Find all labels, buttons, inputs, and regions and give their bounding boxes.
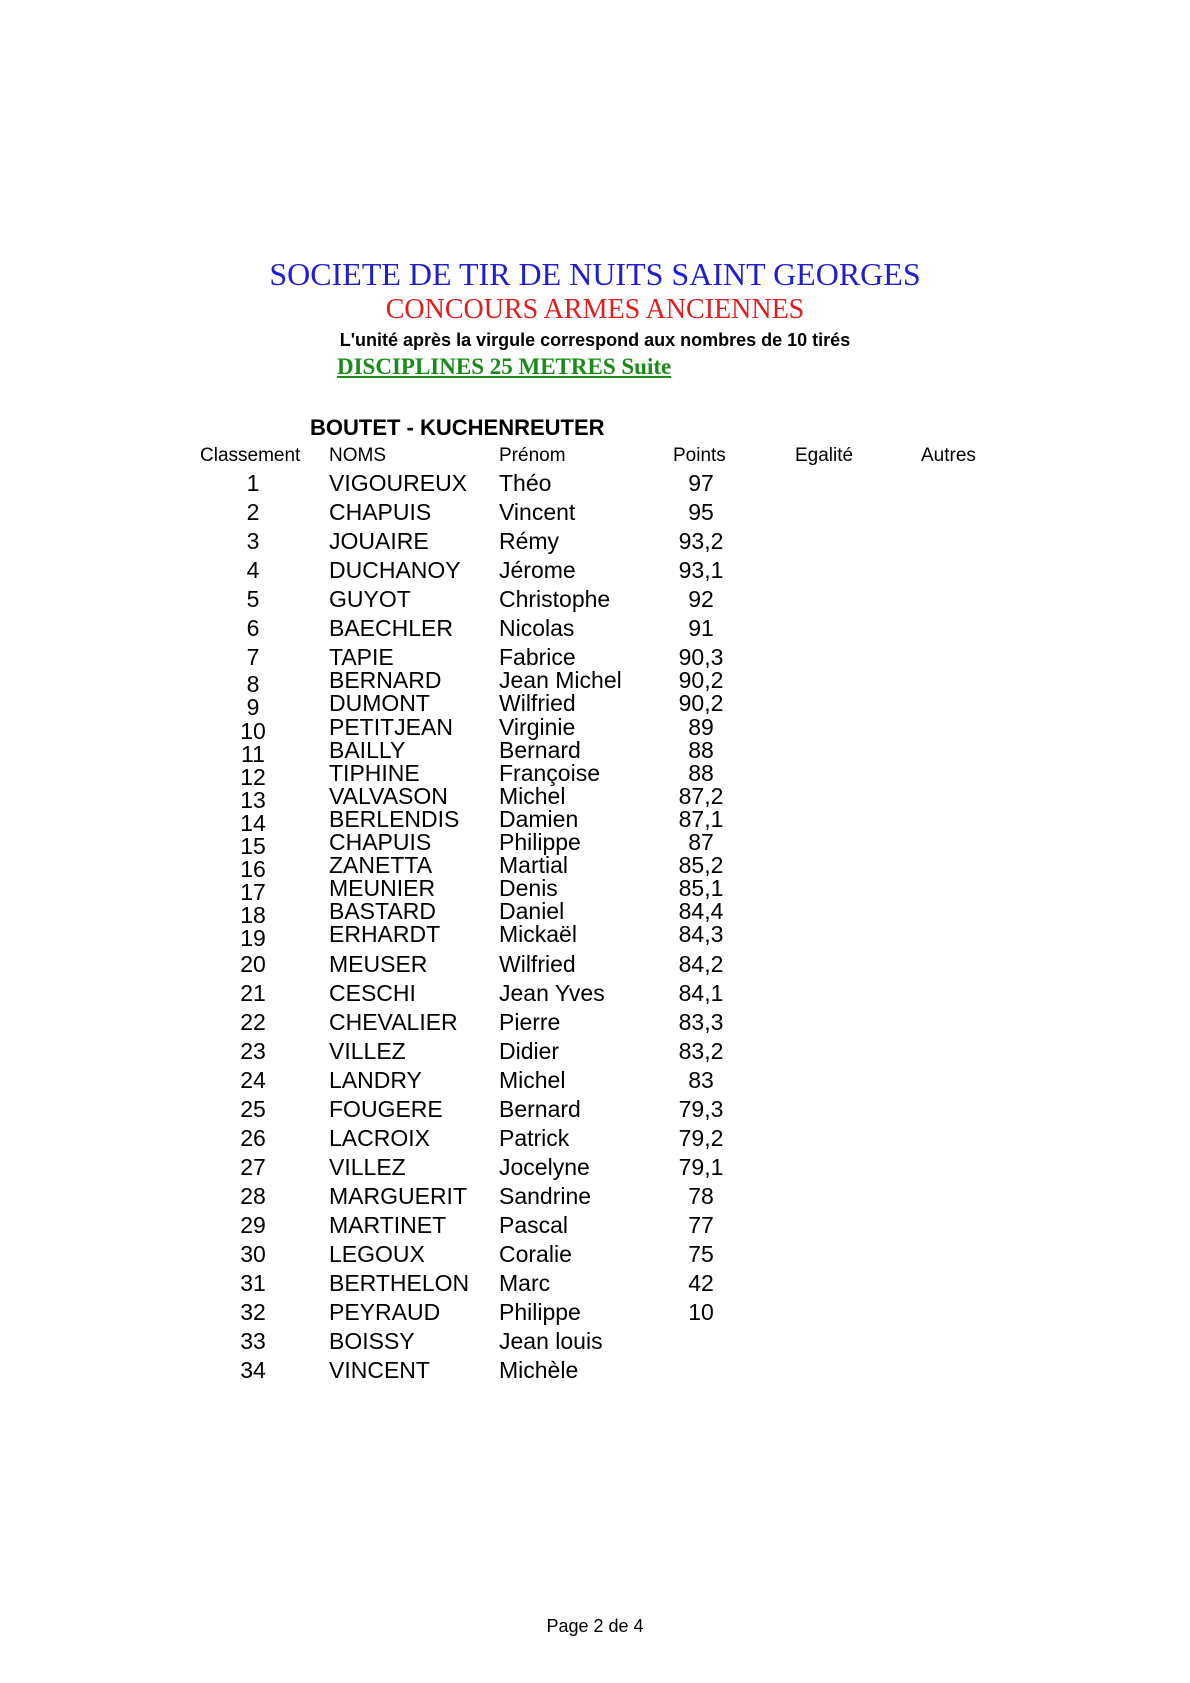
rank-cell: 23 — [240, 1038, 266, 1064]
rank-cell: 18 — [240, 902, 266, 928]
nom-cell: FOUGERE — [329, 1096, 443, 1122]
points-cell: 93,2 — [678, 528, 724, 554]
prenom-cell: Christophe — [499, 586, 611, 612]
points-cell: 83 — [688, 1067, 714, 1093]
points-cell: 87,2 — [678, 783, 724, 809]
nom-cell: JOUAIRE — [329, 528, 429, 554]
nom-cell: TAPIE — [329, 644, 394, 670]
points-cell: 79,2 — [678, 1125, 724, 1151]
points-cell: 78 — [688, 1183, 714, 1209]
prenom-cell: Patrick — [499, 1125, 570, 1151]
nom-cell: VALVASON — [329, 783, 448, 809]
points-cell: 97 — [688, 470, 714, 496]
prenom-cell: Nicolas — [499, 615, 575, 641]
points-cell: 90,2 — [678, 690, 724, 716]
nom-cell: TIPHINE — [329, 760, 420, 786]
points-cell: 83,2 — [678, 1038, 724, 1064]
points-cell: 77 — [688, 1212, 714, 1238]
points-cell: 92 — [688, 586, 714, 612]
nom-cell: CHAPUIS — [329, 499, 432, 525]
points-cell: 85,1 — [678, 875, 724, 901]
nom-cell: ZANETTA — [329, 852, 433, 878]
rank-cell: 3 — [246, 528, 260, 554]
nom-cell: BERLENDIS — [329, 806, 460, 832]
points-cell: 89 — [688, 714, 714, 740]
points-cell: 95 — [688, 499, 714, 525]
rank-cell: 22 — [240, 1009, 266, 1035]
prenom-cell: Didier — [499, 1038, 560, 1064]
points-cell: 42 — [688, 1270, 714, 1296]
column-header-autres: Autres — [921, 445, 976, 466]
rank-cell: 29 — [240, 1212, 266, 1238]
prenom-cell: Jocelyne — [499, 1154, 590, 1180]
rank-cell: 4 — [246, 557, 260, 583]
prenom-cell: Jean Michel — [499, 667, 622, 693]
prenom-cell: Théo — [499, 470, 552, 496]
discipline-heading: DISCIPLINES 25 METRES Suite — [337, 354, 672, 379]
column-header-prenom: Prénom — [499, 445, 566, 466]
nom-cell: PEYRAUD — [329, 1299, 441, 1325]
prenom-cell: Virginie — [499, 714, 576, 740]
column-header-noms: NOMS — [329, 445, 386, 466]
rank-cell: 11 — [241, 741, 265, 767]
rank-cell: 24 — [240, 1067, 266, 1093]
rank-cell: 27 — [240, 1154, 266, 1180]
column-header-egalite: Egalité — [795, 445, 854, 466]
prenom-cell: Sandrine — [499, 1183, 592, 1209]
points-cell: 84,3 — [678, 921, 724, 947]
column-header-classement: Classement — [200, 445, 301, 466]
points-cell: 85,2 — [678, 852, 724, 878]
points-cell: 88 — [688, 737, 714, 763]
prenom-cell: Philippe — [499, 829, 581, 855]
rank-cell: 34 — [240, 1357, 266, 1383]
nom-cell: VILLEZ — [329, 1154, 406, 1180]
prenom-cell: Michel — [499, 783, 566, 809]
rank-cell: 28 — [240, 1183, 266, 1209]
nom-cell: LACROIX — [329, 1125, 430, 1151]
rank-cell: 7 — [246, 644, 260, 670]
nom-cell: GUYOT — [329, 586, 411, 612]
rank-cell: 14 — [240, 810, 266, 836]
nom-cell: BERTHELON — [329, 1270, 470, 1296]
rank-cell: 26 — [240, 1125, 266, 1151]
nom-cell: MEUNIER — [329, 875, 436, 901]
rank-cell: 32 — [240, 1299, 266, 1325]
points-cell: 75 — [688, 1241, 714, 1267]
nom-cell: MARTINET — [329, 1212, 447, 1238]
nom-cell: LEGOUX — [329, 1241, 425, 1267]
rank-cell: 25 — [240, 1096, 266, 1122]
prenom-cell: Françoise — [499, 760, 600, 786]
rank-cell: 1 — [246, 470, 260, 496]
points-cell: 93,1 — [678, 557, 724, 583]
nom-cell: BAECHLER — [329, 615, 453, 641]
points-cell: 87 — [688, 829, 714, 855]
points-cell: 91 — [688, 615, 714, 641]
points-cell: 90,2 — [678, 667, 724, 693]
rank-cell: 16 — [240, 856, 266, 882]
points-cell: 84,1 — [678, 980, 724, 1006]
page-footer: Page 2 de 4 — [546, 1616, 644, 1636]
rank-cell: 33 — [240, 1328, 266, 1354]
rank-cell: 19 — [240, 925, 266, 951]
prenom-cell: Rémy — [499, 528, 560, 554]
nom-cell: BASTARD — [329, 898, 436, 924]
prenom-cell: Denis — [499, 875, 558, 901]
nom-cell: VIGOUREUX — [329, 470, 468, 496]
prenom-cell: Philippe — [499, 1299, 581, 1325]
points-cell: 84,2 — [678, 951, 724, 977]
section-title: BOUTET - KUCHENREUTER — [310, 415, 605, 440]
prenom-cell: Marc — [499, 1270, 551, 1296]
nom-cell: BERNARD — [329, 667, 442, 693]
prenom-cell: Coralie — [499, 1241, 572, 1267]
rank-cell: 2 — [246, 499, 260, 525]
prenom-cell: Daniel — [499, 898, 565, 924]
points-cell: 90,3 — [678, 644, 724, 670]
rank-cell: 21 — [240, 980, 266, 1006]
prenom-cell: Wilfried — [499, 690, 576, 716]
rank-cell: 8 — [246, 671, 260, 697]
rank-cell: 9 — [246, 694, 260, 720]
page-title: SOCIETE DE TIR DE NUITS SAINT GEORGES — [269, 256, 921, 292]
nom-cell: PETITJEAN — [329, 714, 453, 740]
points-cell: 83,3 — [678, 1009, 724, 1035]
nom-cell: CHAPUIS — [329, 829, 432, 855]
nom-cell: VILLEZ — [329, 1038, 406, 1064]
prenom-cell: Damien — [499, 806, 579, 832]
rank-cell: 13 — [240, 787, 266, 813]
rank-cell: 6 — [246, 615, 260, 641]
competition-subtitle: CONCOURS ARMES ANCIENNES — [385, 294, 805, 325]
rank-cell: 15 — [240, 833, 266, 859]
nom-cell: BAILLY — [329, 737, 406, 763]
nom-cell: CESCHI — [329, 980, 416, 1006]
prenom-cell: Jérome — [499, 557, 576, 583]
prenom-cell: Michèle — [499, 1357, 579, 1383]
prenom-cell: Pierre — [499, 1009, 561, 1035]
nom-cell: LANDRY — [329, 1067, 422, 1093]
points-cell: 84,4 — [678, 898, 724, 924]
nom-cell: DUCHANOY — [329, 557, 461, 583]
prenom-cell: Bernard — [499, 1096, 581, 1122]
nom-cell: ERHARDT — [329, 921, 441, 947]
points-cell: 88 — [688, 760, 714, 786]
prenom-cell: Michel — [499, 1067, 566, 1093]
prenom-cell: Martial — [499, 852, 569, 878]
nom-cell: VINCENT — [329, 1357, 430, 1383]
prenom-cell: Mickaël — [499, 921, 577, 947]
rank-cell: 12 — [240, 764, 266, 790]
nom-cell: BOISSY — [329, 1328, 415, 1354]
nom-cell: CHEVALIER — [329, 1009, 458, 1035]
rank-cell: 30 — [240, 1241, 266, 1267]
column-header-points: Points — [673, 445, 726, 466]
points-cell: 10 — [688, 1299, 714, 1325]
points-cell: 79,1 — [678, 1154, 724, 1180]
nom-cell: MEUSER — [329, 951, 428, 977]
prenom-cell: Bernard — [499, 737, 581, 763]
prenom-cell: Jean Yves — [499, 980, 605, 1006]
prenom-cell: Vincent — [499, 499, 576, 525]
rank-cell: 10 — [240, 718, 266, 744]
rank-cell: 5 — [246, 586, 260, 612]
points-cell: 87,1 — [678, 806, 724, 832]
scoring-note: L'unité après la virgule correspond aux nombres de 10 tirés — [339, 330, 851, 350]
nom-cell: MARGUERIT — [329, 1183, 467, 1209]
rank-cell: 20 — [240, 951, 266, 977]
nom-cell: DUMONT — [329, 690, 430, 716]
prenom-cell: Fabrice — [499, 644, 576, 670]
prenom-cell: Pascal — [499, 1212, 569, 1238]
rank-cell: 31 — [240, 1270, 266, 1296]
rank-cell: 17 — [240, 879, 266, 905]
prenom-cell: Jean louis — [499, 1328, 603, 1354]
prenom-cell: Wilfried — [499, 951, 576, 977]
points-cell: 79,3 — [678, 1096, 724, 1122]
